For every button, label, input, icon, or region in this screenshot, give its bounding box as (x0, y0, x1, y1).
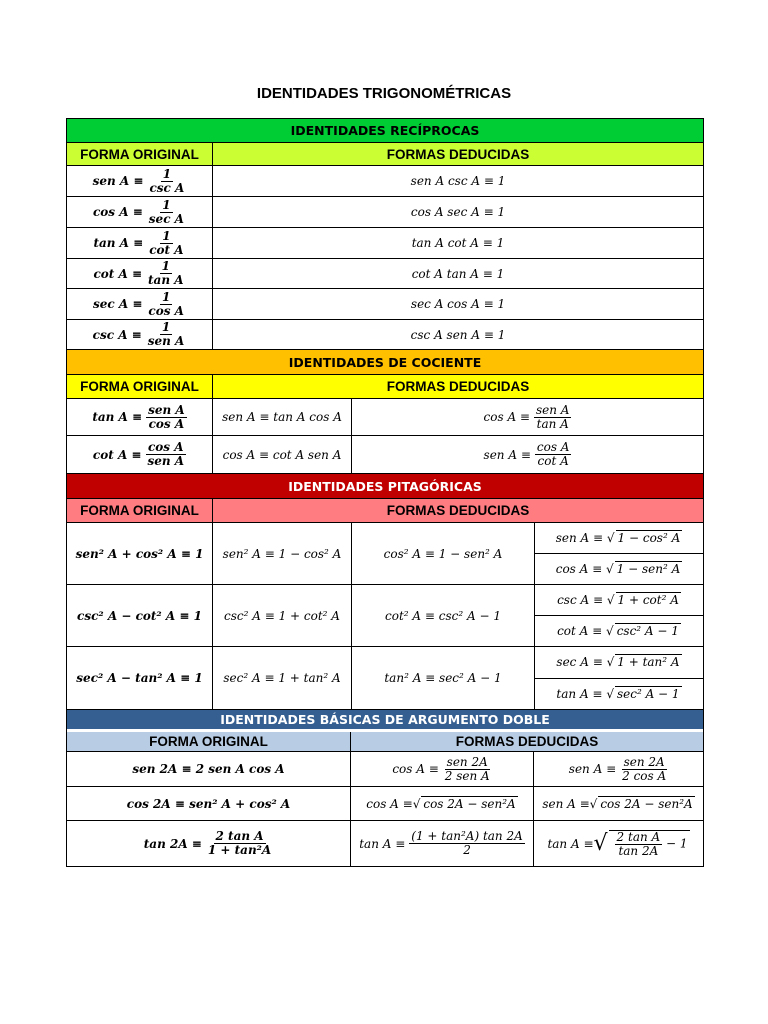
identity-lhs: sec A ≡ (93, 297, 143, 311)
fraction-numerator: sen A (148, 402, 185, 417)
reciprocal-original (67, 289, 213, 320)
fraction-numerator: 2 tan A (215, 829, 264, 844)
double-3-b-lhs: tan A ≡ (547, 836, 594, 851)
identity-fraction (147, 168, 186, 194)
reciprocal-deduced (213, 228, 703, 259)
pythagorean-deduced-1 (213, 647, 352, 710)
root-expression (606, 624, 681, 638)
double-1-a-fraction (443, 756, 492, 782)
double-1-a-lhs: cos A ≡ (392, 762, 439, 776)
fraction-denominator: 2 cos A (622, 768, 667, 783)
quotient-deduced-2 (352, 399, 703, 436)
root-lhs: cos A ≡ (555, 562, 603, 576)
double-1-b-lhs: sen A ≡ (568, 762, 617, 776)
fraction-denominator: cot A (537, 454, 569, 468)
double-1-deduced-a (351, 752, 534, 787)
deduced-lhs: sen A ≡ (483, 447, 531, 462)
pythagorean-roots (535, 523, 703, 585)
sqrt-icon: √ (412, 796, 421, 811)
radicand: 1 − sen² A (616, 562, 681, 576)
fraction-numerator: sen 2A (446, 754, 488, 769)
deduced-form: sec A cos A ≡ 1 (410, 297, 506, 311)
identity-text: csc² A − cot² A ≡ 1 (77, 608, 202, 623)
reciprocal-row (67, 320, 703, 350)
sqrt-icon: √ (606, 655, 615, 670)
double-3-b-fraction (615, 831, 663, 857)
quotient-deduced-1 (213, 399, 352, 436)
sqrt-icon: √ (606, 624, 614, 638)
double-row-3 (67, 821, 703, 866)
identity-fraction (147, 199, 186, 225)
pythagorean-original (67, 523, 213, 585)
radicand: 1 + cot² A (617, 593, 679, 607)
reciprocal-band-row (67, 119, 703, 143)
sqrt-icon: √ (589, 796, 598, 811)
double-1-deduced-b (534, 752, 703, 787)
double-2-b-radicand: cos 2A − sen²A (600, 797, 693, 811)
fraction-denominator: cos A (148, 303, 184, 318)
root-expression (607, 655, 682, 669)
fraction-denominator: tan A (148, 273, 184, 287)
pythagorean-deduced-2 (352, 523, 535, 585)
identity-text: sen² A + cos² A ≡ 1 (75, 546, 204, 561)
sqrt-icon: √ (606, 593, 615, 607)
root-lhs: sec A ≡ (556, 655, 603, 670)
pythagorean-row (67, 647, 703, 710)
radicand: sec² A − 1 (616, 686, 680, 701)
fraction-denominator: 1 + tan²A (207, 843, 272, 857)
root-expression (607, 531, 682, 545)
double-band: IDENTIDADES BÁSICAS DE ARGUMENTO DOBLE (67, 710, 703, 732)
deduced-form: cos A ≡ cot A sen A (222, 447, 342, 462)
identity-lhs: cot A ≡ (93, 266, 143, 281)
identity-fraction (146, 404, 187, 430)
fraction-denominator: cos A (148, 416, 185, 431)
reciprocal-header-row (67, 143, 703, 166)
double-2-a-lhs: cos A ≡ (366, 796, 413, 811)
double-col-deducidas: FORMAS DEDUCIDAS (351, 732, 703, 752)
reciprocal-row (67, 166, 703, 197)
pythagorean-deduced-1 (213, 523, 352, 585)
quotient-col-original: FORMA ORIGINAL (67, 375, 213, 399)
double-3-a-fraction (409, 830, 525, 856)
deduced-fraction (535, 441, 572, 467)
root-form-2 (535, 554, 703, 584)
identity-lhs: cot A ≡ (92, 447, 142, 462)
fraction-denominator: sec A (148, 211, 184, 226)
deduced-form: cot² A ≡ csc² A − 1 (385, 608, 501, 623)
deduced-form: csc² A ≡ 1 + cot² A (224, 608, 340, 623)
fraction-numerator: 1 (162, 228, 171, 243)
identity-fraction (147, 230, 185, 256)
quotient-original (67, 399, 213, 436)
reciprocal-row (67, 289, 703, 320)
double-3-a-lhs: tan A ≡ (359, 836, 406, 851)
quotient-row (67, 399, 703, 436)
double-2-a-radicand: cos 2A − sen²A (423, 797, 516, 811)
deduced-form: tan A cot A ≡ 1 (411, 236, 505, 250)
pythagorean-header-row (67, 499, 703, 523)
fraction-numerator: 1 (162, 166, 172, 181)
double-row-1 (67, 752, 703, 787)
reciprocal-row (67, 228, 703, 259)
quotient-deduced-1 (213, 436, 352, 474)
root-form-1 (535, 647, 703, 679)
sqrt-icon: √ (606, 686, 614, 701)
pythagorean-roots (535, 647, 703, 710)
fraction-numerator: sen A (535, 402, 570, 417)
pythagorean-deduced-2 (352, 585, 535, 647)
fraction-numerator: 1 (161, 259, 170, 274)
reciprocal-row (67, 197, 703, 228)
identity-lhs: cos A ≡ (93, 205, 143, 219)
pythagorean-col-original: FORMA ORIGINAL (67, 499, 213, 523)
reciprocal-original (67, 166, 213, 197)
identity-lhs: sen A ≡ (92, 174, 144, 188)
fraction-denominator: sen A (147, 454, 185, 468)
fraction-denominator: sen A (147, 334, 185, 348)
identity-fraction (146, 321, 187, 347)
root-expression (607, 593, 681, 607)
double-3-original (67, 821, 351, 866)
deduced-form: cos A sec A ≡ 1 (410, 205, 506, 219)
reciprocal-original (67, 259, 213, 289)
identity-fraction (146, 291, 186, 317)
quotient-band-row (67, 350, 703, 375)
double-row-2 (67, 787, 703, 821)
identities-table (66, 118, 704, 867)
fraction-denominator: 2 (463, 843, 471, 857)
deduced-form: sen² A ≡ 1 − cos² A (222, 546, 342, 561)
fraction-numerator: 1 (162, 289, 171, 304)
reciprocal-deduced (213, 197, 703, 228)
identity-fraction (145, 441, 186, 467)
pythagorean-roots (535, 585, 703, 647)
reciprocal-deduced (213, 289, 703, 320)
deduced-form: sen A ≡ tan A cos A (222, 410, 342, 424)
fraction-denominator: tan 2A (618, 843, 659, 858)
radicand: 1 + tan² A (617, 655, 680, 670)
double-col-original: FORMA ORIGINAL (67, 732, 351, 752)
double-3-deduced-b (534, 821, 703, 866)
reciprocal-deduced (213, 259, 703, 289)
double-2-original: cos 2A ≡ sen² A + cos² A (67, 787, 351, 821)
double-3-b-radicand (609, 830, 690, 857)
fraction-numerator: cos A (148, 440, 184, 455)
reciprocal-col-deducidas: FORMAS DEDUCIDAS (213, 143, 703, 166)
double-1-original: sen 2A ≡ 2 sen A cos A (67, 752, 351, 787)
pythagorean-band-row (67, 474, 703, 499)
root-lhs: sen A ≡ (555, 531, 604, 545)
quotient-col-deducidas: FORMAS DEDUCIDAS (213, 375, 703, 399)
deduced-lhs: cos A ≡ (483, 410, 530, 424)
double-3-deduced-a (351, 821, 534, 866)
root-form-1 (535, 523, 703, 554)
reciprocal-original (67, 197, 213, 228)
root-lhs: csc A ≡ (557, 593, 604, 607)
pythagorean-col-deducidas: FORMAS DEDUCIDAS (213, 499, 703, 523)
quotient-row (67, 436, 703, 474)
fraction-numerator: 1 (162, 197, 171, 212)
fraction-numerator: sen 2A (623, 754, 665, 769)
reciprocal-original (67, 228, 213, 259)
deduced-form: tan² A ≡ sec² A − 1 (384, 671, 502, 685)
root-form-2 (535, 616, 703, 646)
fraction-denominator: csc A (149, 180, 185, 195)
pythagorean-row (67, 523, 703, 585)
root-expression (606, 562, 682, 576)
fraction-numerator: 2 tan A (616, 829, 661, 844)
double-2-deduced-b (534, 787, 703, 821)
pythagorean-deduced-2 (352, 647, 535, 710)
sqrt-icon: √ (606, 531, 615, 545)
pythagorean-row (67, 585, 703, 647)
double-1-b-fraction (620, 756, 668, 782)
deduced-form: sen A csc A ≡ 1 (410, 174, 506, 188)
radicand: 1 − cos² A (617, 531, 681, 545)
double-3-orig-lhs: tan 2A ≡ (143, 836, 202, 851)
quotient-deduced-2 (352, 436, 703, 474)
radicand: csc² A − 1 (616, 624, 679, 638)
identity-lhs: tan A ≡ (93, 236, 144, 250)
deduced-fraction (534, 404, 571, 430)
root-expression (606, 687, 681, 701)
double-3-orig-fraction (206, 830, 273, 856)
fraction-numerator: 1 (161, 320, 171, 335)
quotient-header-row (67, 375, 703, 399)
quotient-band: IDENTIDADES DE COCIENTE (67, 350, 703, 375)
fraction-numerator: cos A (536, 440, 570, 455)
reciprocal-col-original: FORMA ORIGINAL (67, 143, 213, 166)
pythagorean-original (67, 585, 213, 647)
reciprocal-deduced (213, 320, 703, 350)
deduced-form: sec² A ≡ 1 + tan² A (223, 671, 341, 685)
sqrt-icon: √ (606, 562, 614, 576)
pythagorean-deduced-1 (213, 585, 352, 647)
deduced-form: csc A sen A ≡ 1 (410, 327, 506, 342)
root-lhs: tan A ≡ (556, 686, 603, 701)
fraction-denominator: tan A (536, 416, 569, 431)
deduced-form: cot A tan A ≡ 1 (411, 266, 505, 281)
root-form-2 (535, 679, 703, 710)
identity-text: sec² A − tan² A ≡ 1 (76, 671, 203, 685)
reciprocal-deduced (213, 166, 703, 197)
identity-lhs: tan A ≡ (92, 410, 143, 424)
fraction-denominator: 2 sen A (444, 768, 490, 783)
reciprocal-row (67, 259, 703, 289)
reciprocal-original (67, 320, 213, 350)
double-header-row (67, 732, 703, 752)
quotient-original (67, 436, 213, 474)
document-title: IDENTIDADES TRIGONOMÉTRICAS (256, 85, 512, 102)
double-band-row (67, 710, 703, 732)
double-2-deduced-a (351, 787, 534, 821)
reciprocal-band: IDENTIDADES RECÍPROCAS (67, 119, 703, 143)
identity-fraction (146, 260, 186, 286)
fraction-denominator: cot A (149, 242, 184, 257)
sqrt-icon: √ (593, 831, 608, 856)
fraction-numerator: (1 + tan²A) tan 2A (411, 829, 523, 844)
root-lhs: cot A ≡ (557, 624, 603, 638)
identity-lhs: csc A ≡ (92, 327, 142, 342)
double-2-b-lhs: sen A ≡ (542, 796, 590, 811)
pythagorean-original (67, 647, 213, 710)
deduced-form: cos² A ≡ 1 − sen² A (383, 546, 503, 561)
pythagorean-band: IDENTIDADES PITAGÓRICAS (67, 474, 703, 499)
double-3-b-tail: − 1 (666, 836, 688, 851)
root-form-1 (535, 585, 703, 616)
